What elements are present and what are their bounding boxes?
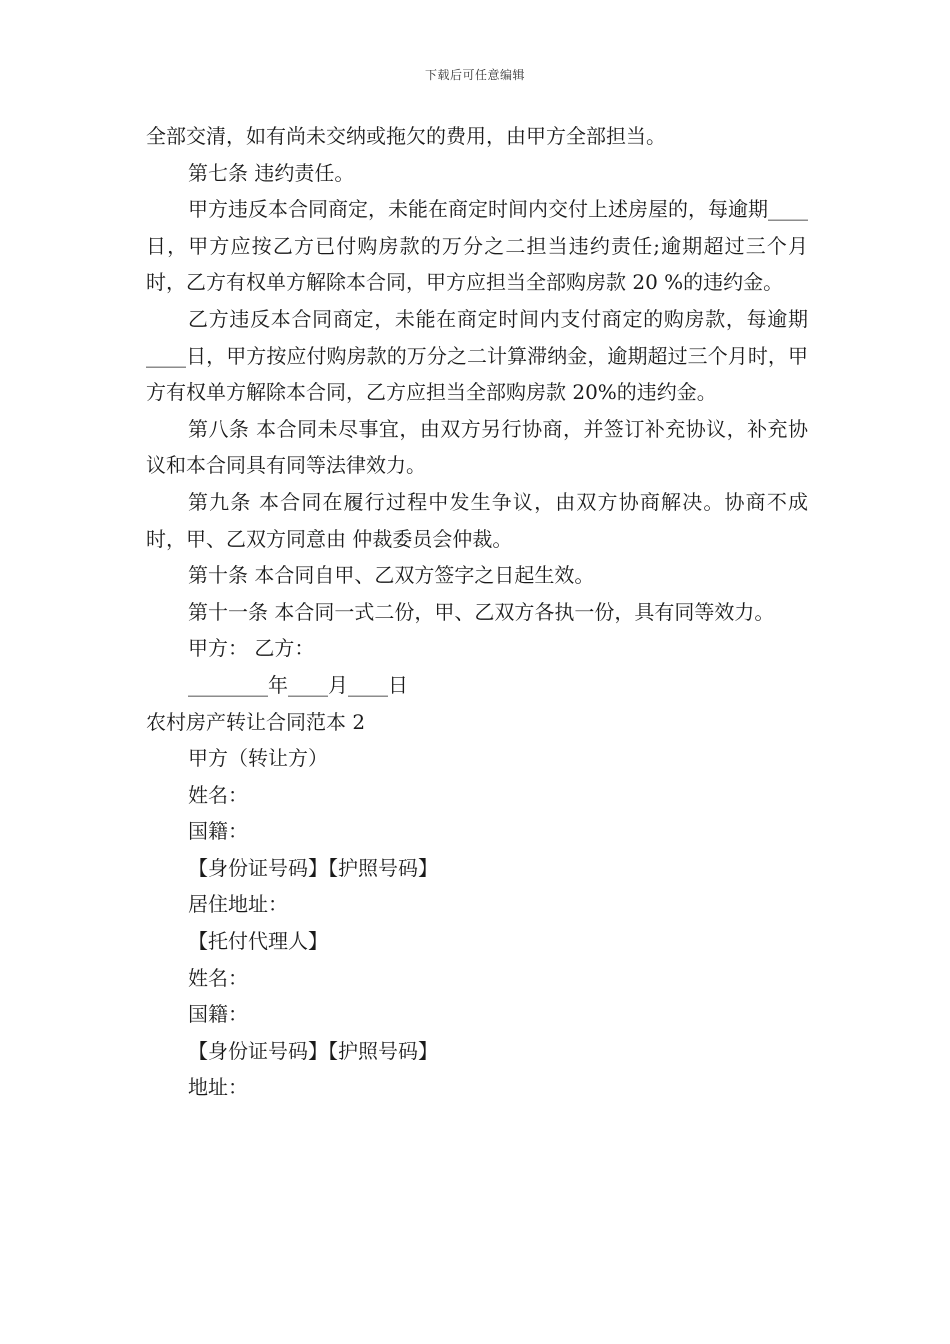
article-7-party-a-breach: 甲方违反本合同商定，未能在商定时间内交付上述房屋的，每逾期____日，甲方应按乙方已付购房款的万分之二担当违约责任;逾期超过三个月时，乙方有权单方解除本合同，甲方应担当全部购房款 20 %的违约金。	[146, 197, 808, 295]
party-a-name-field: 姓名：	[188, 782, 248, 807]
agent-id-passport-field: 【身份证号码】【护照号码】	[188, 1038, 438, 1063]
agent-nationality-field: 国籍：	[188, 1002, 248, 1027]
agent-address-field: 地址：	[188, 1075, 248, 1100]
article-11: 第十一条 本合同一式二份，甲、乙双方各执一份，具有同等效力。	[188, 599, 775, 624]
agent-label: 【托付代理人】	[188, 929, 328, 954]
article-7-party-b-breach: 乙方违反本合同商定，未能在商定时间内支付商定的购房款，每逾期____日，甲方按应付购房款的万分之二计算滞纳金，逾期超过三个月时，甲方有权单方解除本合同，乙方应担当全部购房款 20%的违约金。	[146, 306, 808, 405]
article-10: 第十条 本合同自甲、乙双方签字之日起生效。	[188, 563, 595, 588]
party-a-id-passport-field: 【身份证号码】【护照号码】	[188, 855, 438, 880]
signature-date-line: ________年____月____日	[188, 672, 408, 697]
article-8: 第八条 本合同未尽事宜，由双方另行协商，并签订补充协议，补充协议和本合同具有同等法律效力。	[146, 416, 808, 478]
signature-parties-line: 甲方： 乙方：	[188, 636, 315, 661]
paragraph-payment-settlement: 全部交清，如有尚未交纳或拖欠的费用，由甲方全部担当。	[146, 124, 666, 148]
agent-name-field: 姓名：	[188, 965, 248, 990]
page-header-note: 下载后可任意编辑	[424, 68, 525, 82]
contract-template-2-title: 农村房产转让合同范本 2	[146, 709, 366, 734]
article-7-heading: 第七条 违约责任。	[188, 160, 355, 185]
party-a-nationality-field: 国籍：	[188, 819, 248, 844]
party-a-residence-field: 居住地址：	[188, 892, 288, 917]
document-body	[146, 118, 808, 1106]
party-a-transferor-label: 甲方（转让方）	[188, 746, 328, 771]
article-9: 第九条 本合同在履行过程中发生争议，由双方协商解决。协商不成时，甲、乙双方同意由 仲裁委员会仲裁。	[146, 489, 808, 551]
